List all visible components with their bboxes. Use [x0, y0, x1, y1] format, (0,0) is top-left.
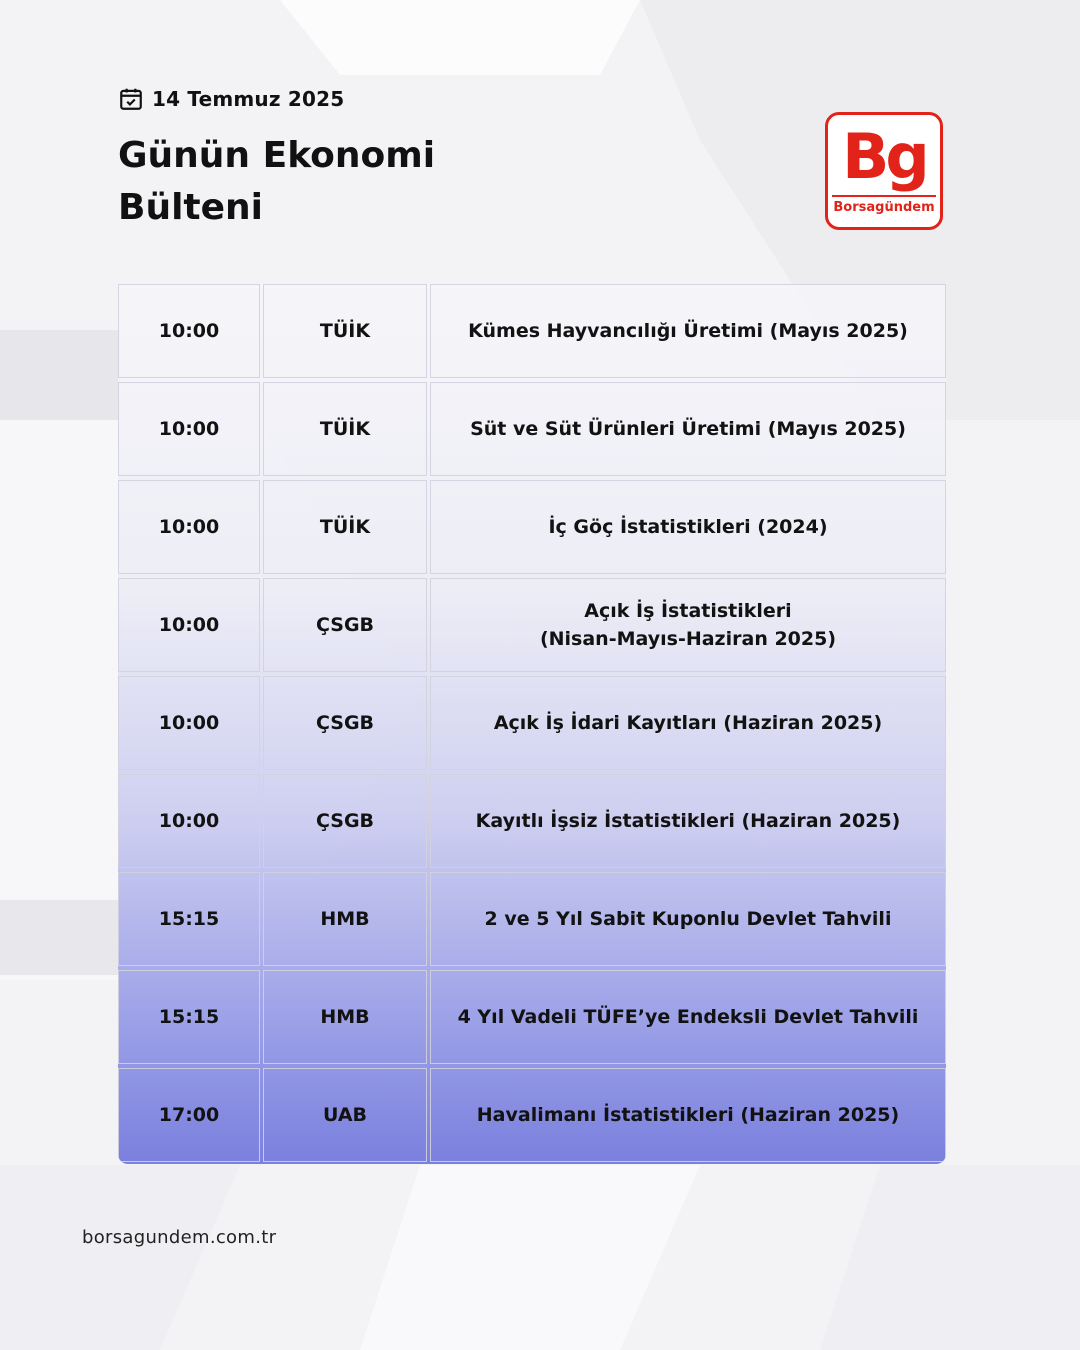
time-cell: 17:00	[118, 1068, 260, 1162]
event-cell: Kayıtlı İşsiz İstatistikleri (Haziran 2025)	[430, 774, 946, 868]
website-link[interactable]: borsagundem.com.tr	[82, 1227, 277, 1248]
time-cell: 15:15	[118, 970, 260, 1064]
table-row	[118, 872, 946, 970]
event-cell: Açık İş İdari Kayıtları (Haziran 2025)	[430, 676, 946, 770]
table-row	[118, 1068, 946, 1164]
event-line-2: (Nisan-Mayıs-Haziran 2025)	[539, 628, 837, 650]
table-row	[118, 774, 946, 872]
table-row	[118, 970, 946, 1068]
organization-cell: ÇSGB	[263, 578, 427, 672]
table-row	[118, 676, 946, 774]
time-cell: 10:00	[118, 284, 260, 378]
event-cell: 4 Yıl Vadeli TÜFE’ye Endeksli Devlet Tahvili	[430, 970, 946, 1064]
table-row	[118, 284, 946, 382]
time-cell: 10:00	[118, 382, 260, 476]
event-cell: Kümes Hayvancılığı Üretimi (Mayıs 2025)	[430, 284, 946, 378]
time-cell: 10:00	[118, 480, 260, 574]
page-title	[118, 130, 538, 234]
organization-cell: HMB	[263, 970, 427, 1064]
table-row	[118, 480, 946, 578]
bulletin-date: 14 Temmuz 2025	[152, 87, 345, 111]
title-line-2: Bülteni	[118, 187, 264, 228]
event-cell: Süt ve Süt Ürünleri Üretimi (Mayıs 2025)	[430, 382, 946, 476]
time-cell: 15:15	[118, 872, 260, 966]
organization-cell: HMB	[263, 872, 427, 966]
event-line-1: Açık İş İstatistikleri	[584, 600, 792, 622]
time-cell: 10:00	[118, 676, 260, 770]
organization-cell: ÇSGB	[263, 774, 427, 868]
organization-cell: ÇSGB	[263, 676, 427, 770]
event-cell	[430, 578, 946, 672]
borsagundem-logo	[825, 112, 943, 230]
organization-cell: TÜİK	[263, 480, 427, 574]
schedule-table	[118, 284, 946, 1164]
time-cell: 10:00	[118, 578, 260, 672]
time-cell: 10:00	[118, 774, 260, 868]
logo-name: Borsagündem	[832, 195, 936, 219]
logo-mark: Bg	[842, 120, 926, 193]
title-line-1: Günün Ekonomi	[118, 135, 436, 176]
organization-cell: TÜİK	[263, 284, 427, 378]
calendar-check-icon	[118, 86, 144, 112]
event-cell: Havalimanı İstatistikleri (Haziran 2025)	[430, 1068, 946, 1162]
table-row	[118, 382, 946, 480]
organization-cell: TÜİK	[263, 382, 427, 476]
event-cell: İç Göç İstatistikleri (2024)	[430, 480, 946, 574]
table-row	[118, 578, 946, 676]
date-header	[118, 86, 344, 112]
event-cell: 2 ve 5 Yıl Sabit Kuponlu Devlet Tahvili	[430, 872, 946, 966]
organization-cell: UAB	[263, 1068, 427, 1162]
